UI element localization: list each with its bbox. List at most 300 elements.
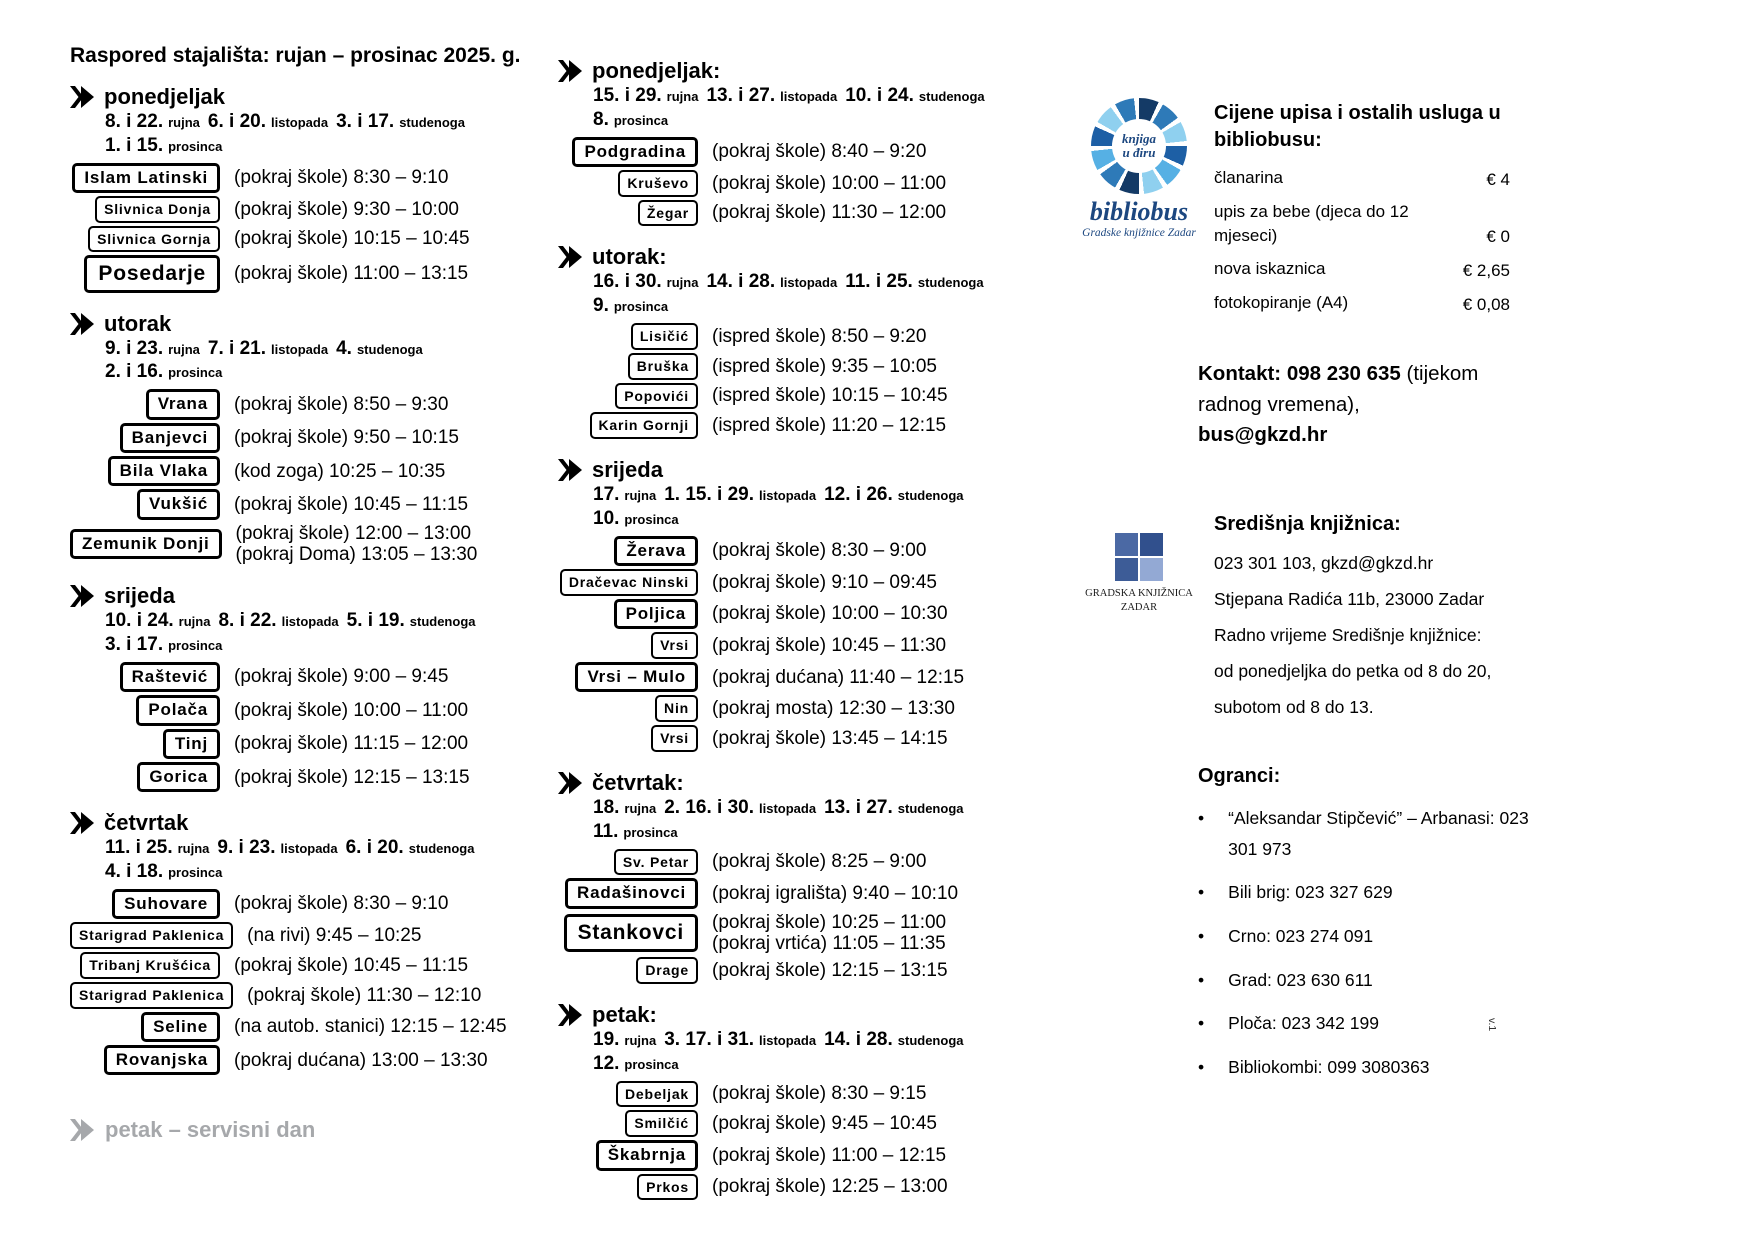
bullet-icon: • xyxy=(1198,808,1205,829)
stop-sign: Tribanj Krušćica xyxy=(80,952,220,979)
day-header xyxy=(558,58,1063,84)
date-month: rujna xyxy=(178,614,211,630)
date-month: studenoga xyxy=(897,488,964,504)
bullet-icon: • xyxy=(1198,926,1205,947)
day-dates-line2 xyxy=(593,108,1063,132)
day-section-thursday xyxy=(70,810,545,1075)
stop-desc: (pokraj škole) 8:40 – 9:20 xyxy=(712,141,927,163)
day-name: srijeda xyxy=(592,457,663,483)
stop-desc: (pokraj škole) 12:15 – 13:15 xyxy=(234,766,470,788)
stop-sign: Dračevac Ninski xyxy=(560,569,698,596)
stop-row xyxy=(558,878,1063,908)
day-dates-line1 xyxy=(105,609,545,633)
stop-sign: Popovići xyxy=(615,383,698,410)
stops-list xyxy=(558,323,1063,439)
date-month: prosinca xyxy=(168,365,223,381)
stop-row xyxy=(558,632,1063,659)
stop-sign: Debeljak xyxy=(616,1081,698,1108)
double-chevron-icon xyxy=(558,1004,583,1026)
date-month: studenoga xyxy=(918,89,985,104)
price-value: € 0,08 xyxy=(1462,294,1510,314)
stop-row xyxy=(70,255,545,292)
stop-desc: (pokraj škole) 9:50 – 10:15 xyxy=(234,427,459,449)
stop-sign: Suhovare xyxy=(112,889,220,919)
day-header xyxy=(70,583,545,609)
date-month: studenoga xyxy=(897,1033,964,1049)
date-numbers: 13. i 27. xyxy=(706,85,776,106)
stop-row xyxy=(558,170,1063,197)
stop-desc: (pokraj škole) 11:15 – 12:00 xyxy=(234,733,469,755)
day-name: utorak xyxy=(104,310,172,336)
double-chevron-icon xyxy=(70,812,95,834)
stop-sign: Banjevci xyxy=(120,423,220,453)
day-section-tuesday xyxy=(558,244,1063,439)
date-numbers: 3. i 17. xyxy=(105,634,164,656)
day-name: četvrtak: xyxy=(592,770,684,796)
stop-sign: Prkos xyxy=(637,1174,698,1201)
stop-row xyxy=(70,695,545,725)
day-dates-line2 xyxy=(593,820,1063,844)
date-month: listopada xyxy=(271,341,329,357)
date-month: rujna xyxy=(624,1033,657,1049)
city-library-logo xyxy=(1080,507,1198,733)
day-dates-line2 xyxy=(593,507,1063,531)
date-numbers: 13. i 27. xyxy=(824,797,893,819)
stop-row xyxy=(558,536,1063,566)
day-dates-line1 xyxy=(593,1028,1063,1052)
central-library-line: od ponedjeljka do petka od 8 do 20, xyxy=(1214,661,1492,682)
stop-sign: Sv. Petar xyxy=(614,849,698,876)
branch-item xyxy=(1198,965,1568,996)
stop-desc: (pokraj škole) 10:15 – 10:45 xyxy=(234,228,470,250)
bullet-icon: • xyxy=(1198,969,1205,990)
branch-text: Bili brig: 023 327 629 xyxy=(1228,882,1393,903)
stop-sign: Islam Latinski xyxy=(72,163,220,193)
day-dates-line2 xyxy=(105,633,545,657)
stops-list xyxy=(558,1081,1063,1201)
double-chevron-icon xyxy=(558,772,583,794)
stop-sign: Smilčić xyxy=(625,1110,698,1137)
day-dates-line1 xyxy=(105,110,545,134)
stop-sign: Vrsi – Mulo xyxy=(575,662,698,692)
stop-desc: (pokraj škole) 13:45 – 14:15 xyxy=(712,728,948,749)
day-dates-line2 xyxy=(105,360,545,384)
price-value: € 0 xyxy=(1486,227,1510,247)
stops-list xyxy=(70,889,545,1076)
date-month: rujna xyxy=(168,115,200,130)
day-dates-line1 xyxy=(105,337,545,361)
stop-desc: (pokraj mosta) 12:30 – 13:30 xyxy=(712,698,955,720)
stop-row xyxy=(70,163,545,193)
stop-desc: (pokraj škole) 10:45 – 11:15 xyxy=(234,954,469,976)
price-label: članarina xyxy=(1214,168,1283,187)
day-header xyxy=(70,810,545,836)
stop-desc: (na rivi) 9:45 – 10:25 xyxy=(247,924,422,946)
left-column xyxy=(70,44,545,1143)
date-numbers: 2. 16. i 30. xyxy=(664,797,755,819)
price-row xyxy=(1214,200,1510,248)
stops-list xyxy=(558,849,1063,985)
stop-desc: (pokraj igrališta) 9:40 – 10:10 xyxy=(712,882,959,904)
branch-text: Crno: 023 274 091 xyxy=(1228,926,1374,947)
day-section-friday xyxy=(558,1002,1063,1200)
date-numbers: 11. i 25. xyxy=(845,271,913,293)
branch-text: Grad: 023 630 611 xyxy=(1228,969,1373,990)
date-month: listopada xyxy=(780,275,838,291)
date-month: rujna xyxy=(177,841,210,857)
stop-desc: (pokraj škole) 8:25 – 9:00 xyxy=(712,851,927,873)
stop-row xyxy=(70,982,545,1009)
stop-desc: (pokraj škole) 10:45 – 11:30 xyxy=(712,635,947,657)
stop-desc: (pokraj škole) 8:30 – 9:10 xyxy=(234,893,449,915)
stop-sign: Stankovci xyxy=(564,914,698,951)
date-month: prosinca xyxy=(623,824,678,840)
branches-list xyxy=(1198,803,1568,1082)
day-name: četvrtak xyxy=(104,810,189,836)
date-numbers: 19. xyxy=(593,1029,620,1051)
price-row xyxy=(1214,291,1510,315)
date-month: rujna xyxy=(666,275,699,291)
stops-list xyxy=(70,163,545,293)
caption-line1: GRADSKA KNJIŽNICA xyxy=(1085,588,1193,600)
bibliobus-subtitle: Gradske knjižnice Zadar xyxy=(1082,227,1196,240)
stop-sign: Žegar xyxy=(638,200,698,227)
date-month: listopada xyxy=(281,614,339,630)
price-row xyxy=(1214,166,1510,190)
day-dates-line2 xyxy=(593,294,1063,318)
stop-desc: (pokraj škole) 9:30 – 10:00 xyxy=(234,198,459,220)
date-month: studenoga xyxy=(356,341,423,357)
friday-service-note xyxy=(70,1117,545,1143)
prices-block xyxy=(1214,96,1510,325)
day-header xyxy=(558,1002,1063,1028)
day-dates-line1 xyxy=(105,836,545,860)
stop-sign: Kruševo xyxy=(618,170,698,197)
contact-email: bus@gkzd.hr xyxy=(1198,423,1328,447)
stop-row xyxy=(70,1012,545,1042)
date-numbers: 8. i 22. xyxy=(218,610,277,632)
central-library-line: Radno vrijeme Središnje knjižnice: xyxy=(1214,625,1482,646)
logo-center-line2: u điru xyxy=(1122,145,1156,160)
date-numbers: 6. i 20. xyxy=(345,837,404,859)
bibliobus-wordmark: bibliobus xyxy=(1089,197,1189,226)
date-month: rujna xyxy=(168,341,200,357)
stop-row xyxy=(558,412,1063,439)
branches-block xyxy=(1198,763,1568,1082)
version-label: v.1 xyxy=(1486,1018,1498,1032)
stop-sign: Škabrnja xyxy=(596,1140,698,1170)
date-month: prosinca xyxy=(168,138,223,154)
stop-sign: Vrsi xyxy=(651,632,698,659)
stop-sign: Polača xyxy=(136,695,220,725)
date-numbers: 1. 15. i 29. xyxy=(664,484,755,506)
stops-list xyxy=(558,536,1063,752)
branches-heading: Ogranci: xyxy=(1198,765,1281,788)
stop-desc: (pokraj škole) 11:00 – 13:15 xyxy=(234,263,469,285)
date-month: listopada xyxy=(780,89,838,104)
stop-row xyxy=(70,762,545,792)
stop-sign: Starigrad Paklenica xyxy=(70,922,233,949)
stop-row xyxy=(70,729,545,759)
date-numbers: 2. i 16. xyxy=(105,361,164,383)
logo-square xyxy=(1115,558,1138,581)
date-month: prosinca xyxy=(168,638,223,654)
stop-sign: Gorica xyxy=(137,762,220,792)
stop-desc: (pokraj škole) 10:00 – 11:00 xyxy=(234,699,469,721)
date-month: studenoga xyxy=(917,275,984,291)
date-month: prosinca xyxy=(168,865,223,881)
city-library-caption xyxy=(1080,587,1198,614)
date-month: rujna xyxy=(624,488,657,504)
stop-row xyxy=(558,323,1063,350)
date-numbers: 12. xyxy=(593,1052,620,1074)
bullet-icon: • xyxy=(1198,1013,1205,1034)
date-month: rujna xyxy=(666,89,699,104)
price-row xyxy=(1214,257,1510,281)
central-library-row xyxy=(1080,507,1730,733)
date-month: studenoga xyxy=(409,614,476,630)
stop-row xyxy=(558,383,1063,410)
stop-sign: Vukšić xyxy=(137,489,220,519)
date-numbers: 17. xyxy=(593,484,620,506)
central-library-line: Stjepana Radića 11b, 23000 Zadar xyxy=(1214,589,1485,610)
stop-sign: Rovanjska xyxy=(104,1045,220,1075)
stop-desc: (pokraj škole) 10:00 – 11:00 xyxy=(712,172,947,194)
double-chevron-icon xyxy=(558,60,583,82)
double-chevron-icon xyxy=(558,246,583,268)
date-numbers: 12. i 26. xyxy=(824,484,893,506)
price-label: nova iskaznica xyxy=(1214,259,1326,279)
stop-sign: Radašinovci xyxy=(565,878,698,908)
day-name: srijeda xyxy=(104,583,175,609)
stop-row xyxy=(558,912,1063,955)
price-value: € 4 xyxy=(1486,169,1510,189)
stop-row xyxy=(558,569,1063,596)
day-section-monday xyxy=(70,84,545,293)
logo-square xyxy=(1115,533,1138,556)
stop-row xyxy=(558,725,1063,752)
bibliobus-logo-center xyxy=(1112,119,1166,173)
date-numbers: 11. i 25. xyxy=(105,837,173,859)
stop-row xyxy=(558,1140,1063,1170)
stop-desc: (pokraj škole) 10:00 – 10:30 xyxy=(712,603,948,625)
date-numbers: 11. xyxy=(593,820,619,842)
branch-text: Ploča: 023 342 199 xyxy=(1228,1013,1379,1034)
date-numbers: 3. i 17. xyxy=(336,111,395,132)
stop-desc: (pokraj škole) 9:10 – 09:45 xyxy=(712,571,937,593)
day-header xyxy=(70,311,545,337)
stop-sign: Vrsi xyxy=(651,725,698,752)
bibliobus-ring-logo-icon xyxy=(1091,98,1187,194)
central-library-line: subotom od 8 do 13. xyxy=(1214,697,1374,718)
stop-row xyxy=(558,1081,1063,1108)
date-numbers: 1. i 15. xyxy=(105,134,164,156)
stop-desc xyxy=(712,912,946,955)
price-label: upis za bebe (djeca do 12 mjeseci) xyxy=(1214,201,1409,245)
stops-list xyxy=(70,662,545,793)
branch-item xyxy=(1198,1052,1568,1083)
stop-desc: (pokraj škole) 8:30 – 9:15 xyxy=(712,1083,927,1105)
date-numbers: 5. i 19. xyxy=(346,610,405,632)
day-dates-line1 xyxy=(593,483,1063,507)
stop-row xyxy=(70,226,545,253)
date-month: listopada xyxy=(759,488,817,504)
date-month: prosinca xyxy=(613,112,669,128)
stop-desc-line: (pokraj Doma) 13:05 – 13:30 xyxy=(235,544,478,565)
stop-desc xyxy=(236,523,478,566)
date-numbers: 7. i 21. xyxy=(207,337,267,359)
date-month: studenoga xyxy=(897,801,964,817)
middle-column xyxy=(558,58,1063,1218)
day-header xyxy=(558,457,1063,483)
stop-row xyxy=(70,889,545,919)
stop-desc: (ispred škole) 10:15 – 10:45 xyxy=(712,385,948,407)
stop-desc-line: (pokraj škole) 10:25 – 11:00 xyxy=(712,911,947,933)
date-month: listopada xyxy=(759,1033,817,1049)
bullet-icon: • xyxy=(1198,1056,1205,1077)
date-month: listopada xyxy=(271,115,329,130)
prices-heading: Cijene upisa i ostalih usluga u bibliobusu: xyxy=(1214,102,1501,151)
branch-item xyxy=(1198,1008,1568,1039)
day-dates-line1 xyxy=(593,270,1063,294)
date-numbers: 4. xyxy=(336,337,352,359)
stop-desc-line: (pokraj škole) 12:00 – 13:00 xyxy=(235,522,472,544)
date-month: rujna xyxy=(624,801,657,817)
price-value: € 2,65 xyxy=(1462,261,1510,281)
bibliobus-logo xyxy=(1080,96,1198,325)
stop-desc: (pokraj dućana) 11:40 – 12:15 xyxy=(712,666,965,688)
stop-sign: Raštević xyxy=(120,662,220,692)
date-numbers: 6. i 20. xyxy=(207,111,267,132)
stop-sign: Slivnica Gornja xyxy=(88,226,220,253)
stop-sign: Posedarje xyxy=(84,255,220,292)
stop-sign: Karin Gornji xyxy=(590,412,699,439)
day-dates-line1 xyxy=(593,84,1063,108)
stop-desc: (kod zoga) 10:25 – 10:35 xyxy=(234,460,446,482)
date-month: listopada xyxy=(759,801,817,817)
stop-sign: Slivnica Donja xyxy=(95,196,220,223)
date-month: studenoga xyxy=(399,115,465,130)
date-month: listopada xyxy=(280,841,338,857)
day-name: utorak: xyxy=(592,244,667,270)
stop-sign: Bruška xyxy=(628,353,698,380)
stop-sign: Drage xyxy=(636,957,698,984)
stop-sign: Vrana xyxy=(146,389,220,419)
caption-line2: ZADAR xyxy=(1120,601,1158,613)
stop-desc: (pokraj škole) 11:30 – 12:10 xyxy=(247,984,482,1006)
stop-desc: (ispred škole) 8:50 – 9:20 xyxy=(712,325,927,347)
stop-desc: (pokraj dućana) 13:00 – 13:30 xyxy=(234,1049,488,1071)
stop-sign: Seline xyxy=(141,1012,220,1042)
date-numbers: 18. xyxy=(593,797,620,819)
stop-sign: Starigrad Paklenica xyxy=(70,982,233,1009)
squares-logo-icon xyxy=(1080,533,1198,581)
central-library-line: 023 301 103, gkzd@gkzd.hr xyxy=(1214,553,1434,574)
stop-sign: Bila Vlaka xyxy=(108,456,220,486)
date-numbers: 4. i 18. xyxy=(105,861,164,883)
central-library-heading: Središnja knjižnica: xyxy=(1214,513,1401,536)
stop-desc: (pokraj škole) 12:25 – 13:00 xyxy=(712,1176,948,1198)
price-label: fotokopiranje (A4) xyxy=(1214,293,1349,313)
stop-sign: Zemunik Donji xyxy=(70,529,222,559)
stop-row xyxy=(558,353,1063,380)
stop-row xyxy=(70,523,545,566)
stop-row xyxy=(558,599,1063,629)
date-numbers: 9. i 23. xyxy=(217,837,276,859)
contact-block xyxy=(1198,359,1513,451)
stop-desc: (pokraj škole) 10:45 – 11:15 xyxy=(234,493,469,515)
stop-row xyxy=(558,137,1063,167)
date-numbers: 8. i 22. xyxy=(105,111,164,132)
stop-desc: (ispred škole) 11:20 – 12:15 xyxy=(712,415,947,437)
date-numbers: 10. i 24. xyxy=(105,610,174,632)
double-chevron-icon xyxy=(558,459,583,481)
stop-sign: Lisičić xyxy=(631,323,698,350)
stop-row xyxy=(558,1174,1063,1201)
double-chevron-icon xyxy=(70,585,95,607)
branch-text: “Aleksandar Stipčević” – Arbanasi: 023 301 973 xyxy=(1228,808,1529,859)
branch-item xyxy=(1198,921,1568,952)
day-header xyxy=(558,770,1063,796)
stop-desc: (pokraj škole) 12:15 – 13:15 xyxy=(712,960,948,982)
date-numbers: 10. i 24. xyxy=(845,85,914,106)
date-numbers: 3. 17. i 31. xyxy=(664,1029,755,1051)
date-numbers: 10. xyxy=(593,507,620,529)
day-dates-line2 xyxy=(105,134,545,158)
stops-list xyxy=(558,137,1063,227)
day-section-tuesday xyxy=(70,311,545,566)
day-name: ponedjeljak: xyxy=(592,58,721,83)
stop-desc: (pokraj škole) 8:30 – 9:00 xyxy=(712,540,927,562)
day-dates-line2 xyxy=(593,1052,1063,1076)
logo-center-line1: knjiga xyxy=(1122,130,1156,146)
date-numbers: 16. i 30. xyxy=(593,271,662,293)
stop-row xyxy=(70,1045,545,1075)
stop-desc: (pokraj škole) 9:45 – 10:45 xyxy=(712,1113,937,1135)
branch-text: Bibliokombi: 099 3080363 xyxy=(1228,1056,1430,1077)
stop-sign: Žerava xyxy=(614,536,698,566)
day-section-wednesday xyxy=(558,457,1063,752)
branch-item xyxy=(1198,803,1568,864)
central-library-block xyxy=(1214,507,1574,733)
stop-desc: (ispred škole) 9:35 – 10:05 xyxy=(712,355,937,377)
date-month: studenoga xyxy=(408,841,475,857)
stops-list xyxy=(70,389,545,565)
stop-row xyxy=(70,456,545,486)
date-numbers: 8. xyxy=(593,108,609,130)
double-chevron-icon xyxy=(70,1119,95,1141)
day-header xyxy=(70,84,545,110)
day-section-thursday xyxy=(558,770,1063,984)
branch-item xyxy=(1198,877,1568,908)
day-dates-line1 xyxy=(593,796,1063,820)
logo-square xyxy=(1140,533,1163,556)
stop-sign: Nin xyxy=(655,695,698,722)
stop-desc: (pokraj škole) 11:30 – 12:00 xyxy=(712,202,947,224)
bullet-icon: • xyxy=(1198,882,1205,903)
stop-desc: (pokraj škole) 11:00 – 12:15 xyxy=(712,1144,947,1166)
day-header xyxy=(558,244,1063,270)
stop-desc: (na autob. stanici) 12:15 – 12:45 xyxy=(234,1016,507,1038)
stop-row xyxy=(70,196,545,223)
date-numbers: 15. i 29. xyxy=(593,85,662,106)
stop-row xyxy=(70,922,545,949)
stop-sign: Podgradina xyxy=(572,137,698,167)
right-column xyxy=(1080,96,1730,1096)
day-section-wednesday xyxy=(70,583,545,792)
prices-row xyxy=(1080,96,1730,325)
stop-desc: (pokraj škole) 8:30 – 9:10 xyxy=(234,167,449,189)
